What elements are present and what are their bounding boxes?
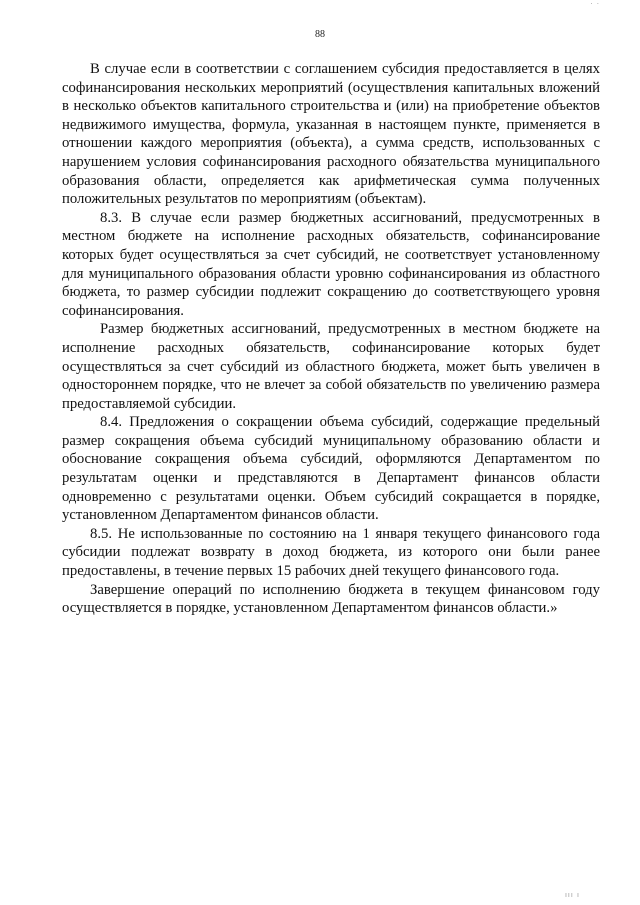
paragraph-completion: Завершение операций по исполнению бюджета в текущем финансовом году осуществляется в порядке, установленном Департаментом финансов области.»: [62, 581, 600, 617]
paragraph-8-4: 8.4. Предложения о сокращении объема субсидий, содержащие предельный размер сокращения объема субсидий муниципальному образованию области и обоснование сокращения объема субсидий, оформляются Департаментом по результатам оценки и представляются в Департамент финансов области одновременно с результатами оценки. Объем субсидий сокращается в порядке, установленном Департаментом финансов области.: [62, 414, 600, 524]
paragraph-8-3: 8.3. В случае если размер бюджетных ассигнований, предусмотренных в местном бюджете на исполнение расходных обязательств, софинансирование которых будет осуществляться за счет субсидий, не соответствует установленному для муниципального образования области уровню софинансирования из областного бюджета, то размер субсидии подлежит сокращению до соответствующего уровня софинансирования.: [62, 209, 600, 319]
scan-mark-top: · ·: [590, 0, 600, 8]
scan-mark-bottom: ııı ı: [564, 891, 580, 899]
paragraph-8-5: 8.5. Не использованные по состоянию на 1 января текущего финансового года субсидии подлежат возврату в доход бюджета, из которого они были ранее предоставлены, в течение первых 15 рабочих дней текущего финансового года.: [62, 525, 600, 580]
document-body: [62, 60, 600, 618]
page-number: 88: [315, 29, 325, 40]
paragraph-budget-increase: Размер бюджетных ассигнований, предусмотренных в местном бюджете на исполнение расходных обязательств, софинансирование которых будет осуществляться за счет субсидий из областного бюджета, может быть увеличен в одностороннем порядке, что не влечет за собой обязательств по увеличению размера предоставляемой субсидии.: [62, 321, 600, 412]
paragraph-cofinancing-multiple: В случае если в соответствии с соглашением субсидия предоставляется в целях софинансирования нескольких мероприятий (осуществления капитальных вложений в несколько объектов капитального строительства и (или) на приобретение объектов недвижимого имущества, формула, указанная в настоящем пункте, применяется в отношении каждого мероприятия (объекта), а сумма средств, использованных с нарушением условия софинансирования расходного обязательства муниципального образования области, определяется как арифметическая сумма полученных положительных результатов по мероприятиям (объектам).: [62, 61, 600, 208]
